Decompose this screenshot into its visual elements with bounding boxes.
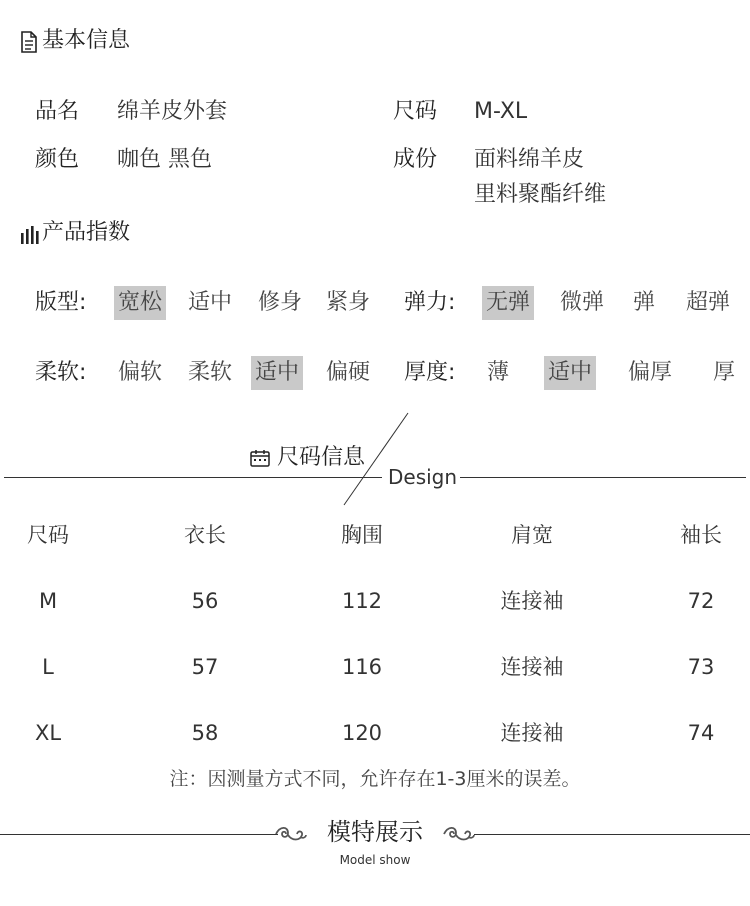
thickness-label: 厚度: — [404, 360, 456, 385]
size-label: 尺码 — [393, 99, 438, 124]
size-info-subtitle: Design — [388, 465, 458, 489]
basic-info-title: 基本信息 — [42, 28, 131, 53]
thickness-option-slightly-thick: 偏厚 — [627, 360, 672, 385]
table-cell: 连接袖 — [500, 721, 564, 745]
fit-option-regular: 适中 — [187, 290, 232, 315]
table-cell: 116 — [341, 655, 383, 679]
thickness-option-medium: 适中 — [544, 356, 596, 390]
table-cell: 120 — [341, 721, 383, 745]
fit-option-tight: 紧身 — [325, 290, 370, 315]
table-cell: 56 — [191, 589, 219, 613]
fit-option-slim: 修身 — [257, 290, 302, 315]
model-show-subtitle: Model show — [339, 853, 411, 867]
softness-option-slightly-soft: 偏软 — [117, 360, 162, 385]
table-cell: 58 — [191, 721, 219, 745]
table-cell: L — [42, 655, 54, 679]
composition-value-line2: 里料聚酯纤维 — [474, 182, 607, 207]
table-cell: 连接袖 — [500, 655, 564, 679]
softness-option-soft: 柔软 — [187, 360, 232, 385]
bar-chart-icon — [20, 225, 40, 245]
softness-label: 柔软: — [35, 360, 87, 385]
size-value: M-XL — [474, 99, 528, 124]
softness-option-medium: 适中 — [251, 356, 303, 390]
calendar-icon — [250, 449, 270, 467]
column-header-bust: 胸围 — [341, 523, 383, 547]
document-icon — [20, 31, 38, 53]
composition-label: 成份 — [393, 147, 438, 172]
softness-option-hard: 偏硬 — [325, 360, 370, 385]
model-show-title: 模特展示 — [327, 818, 423, 846]
table-cell: 72 — [687, 589, 715, 613]
column-header-length: 衣长 — [184, 523, 226, 547]
size-info-title: 尺码信息 — [277, 445, 366, 470]
table-cell: 74 — [687, 721, 715, 745]
table-cell: 112 — [341, 589, 383, 613]
column-header-size: 尺码 — [27, 523, 69, 547]
column-header-sleeve: 袖长 — [680, 523, 722, 547]
product-index-title: 产品指数 — [42, 220, 131, 245]
thickness-option-thick: 厚 — [712, 360, 735, 385]
table-cell: 连接袖 — [500, 589, 564, 613]
thickness-option-thin: 薄 — [486, 360, 509, 385]
composition-value-line1: 面料绵羊皮 — [474, 147, 585, 172]
stretch-option-none: 无弹 — [482, 286, 534, 320]
stretch-label: 弹力: — [404, 290, 456, 315]
color-value: 咖色 黑色 — [117, 147, 212, 172]
size-info-divider-right — [460, 477, 746, 478]
fit-label: 版型: — [35, 290, 87, 315]
table-cell: XL — [34, 721, 62, 745]
table-cell: 73 — [687, 655, 715, 679]
name-label: 品名 — [35, 99, 80, 124]
fit-option-loose: 宽松 — [114, 286, 166, 320]
stretch-option-super: 超弹 — [685, 290, 730, 315]
size-info-divider-left — [4, 477, 382, 478]
column-header-shoulder: 肩宽 — [511, 523, 553, 547]
name-value: 绵羊皮外套 — [117, 99, 228, 124]
measurement-note: 注：因测量方式不同，允许存在1-3厘米的误差。 — [169, 768, 581, 790]
table-cell: 57 — [191, 655, 219, 679]
stretch-option-slight: 微弹 — [559, 290, 604, 315]
table-cell: M — [38, 589, 58, 613]
stretch-option-stretch: 弹 — [632, 290, 655, 315]
color-label: 颜色 — [35, 147, 80, 172]
